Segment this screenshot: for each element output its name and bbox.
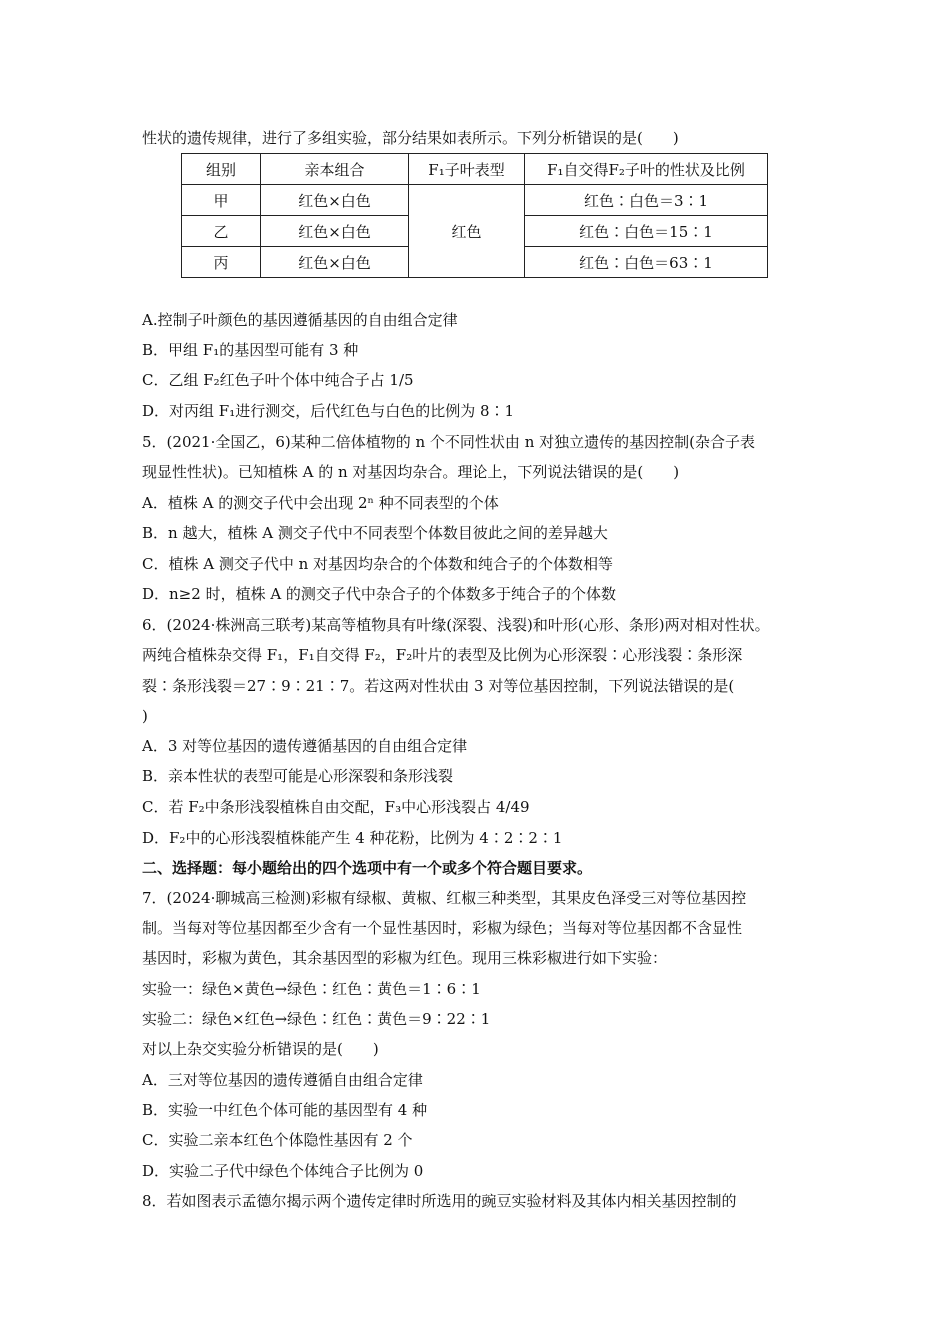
q4-option-b: B．甲组 F₁的基因型可能有 3 种 [142,341,359,359]
q7-option-a: A．三对等位基因的遗传遵循自由组合定律 [142,1071,423,1089]
q7-experiment-1: 实验一：绿色×黄色→绿色∶红色∶黄色＝1∶6∶1 [142,980,481,998]
q6-option-a: A．3 对等位基因的遗传遵循基因的自由组合定律 [142,737,468,755]
table-cell-group: 丙 [182,247,261,278]
table-row [182,185,768,216]
table-header-cell: 组别 [182,154,261,185]
q7-option-c: C．实验二亲本红色个体隐性基因有 2 个 [142,1131,413,1149]
q7-stem-line3: 基因时，彩椒为黄色，其余基因型的彩椒为红色。现用三株彩椒进行如下实验： [142,949,668,967]
q5-option-d: D．n≥2 时，植株 A 的测交子代中杂合子的个体数多于纯合子的个体数 [142,585,616,603]
table-cell-group: 甲 [182,185,261,216]
q6-option-b: B．亲本性状的表型可能是心形深裂和条形浅裂 [142,767,454,785]
q4-option-d: D．对丙组 F₁进行测交，后代红色与白色的比例为 8∶1 [142,402,515,420]
q5-stem-line1: 5．(2021·全国乙，6)某种二倍体植物的 n 个不同性状由 n 对独立遗传的基因控制(杂合子表 [142,433,755,451]
table-header-row [182,154,768,185]
q7-option-d: D．实验二子代中绿色个体纯合子比例为 0 [142,1162,424,1180]
q7-question: 对以上杂交实验分析错误的是( ) [142,1040,379,1058]
q5-option-b: B．n 越大，植株 A 测交子代中不同表型个体数目彼此之间的差异越大 [142,524,608,542]
q7-option-b: B．实验一中红色个体可能的基因型有 4 种 [142,1101,428,1119]
q6-option-d: D．F₂中的心形浅裂植株能产生 4 种花粉，比例为 4∶2∶2∶1 [142,829,563,847]
table-cell-ratio: 红色∶白色＝15∶1 [525,216,768,247]
table-header-cell: F₁自交得F₂子叶的性状及比例 [525,154,768,185]
q5-option-a: A．植株 A 的测交子代中会出现 2ⁿ 种不同表型的个体 [142,494,499,512]
question-intro: 性状的遗传规律，进行了多组实验，部分结果如表所示。下列分析错误的是( ) [142,129,679,147]
results-table [181,153,768,278]
table-cell-ratio: 红色∶白色＝3∶1 [525,185,768,216]
q6-stem-line2: 两纯合植株杂交得 F₁，F₁自交得 F₂，F₂叶片的表型及比例为心形深裂∶心形浅裂∶条形深 [142,646,743,664]
q5-stem-line2: 现显性性状)。已知植株 A 的 n 对基因均杂合。理论上，下列说法错误的是( ) [142,463,680,481]
section-heading: 二、选择题：每小题给出的四个选项中有一个或多个符合题目要求。 [142,859,593,877]
table-cell-parents: 红色×白色 [261,216,409,247]
table-cell-group: 乙 [182,216,261,247]
q8-stem-line1: 8．若如图表示孟德尔揭示两个遗传定律时所选用的豌豆实验材料及其体内相关基因控制的 [142,1192,737,1210]
q7-stem-line2: 制。当每对等位基因都至少含有一个显性基因时，彩椒为绿色；当每对等位基因都不含显性 [142,919,743,937]
table-cell-ratio: 红色∶白色＝63∶1 [525,247,768,278]
q6-option-c: C．若 F₂中条形浅裂植株自由交配，F₃中心形浅裂占 4/49 [142,798,530,816]
q5-option-c: C．植株 A 测交子代中 n 对基因均杂合的个体数和纯合子的个体数相等 [142,555,614,573]
q7-experiment-2: 实验二：绿色×红色→绿色∶红色∶黄色＝9∶22∶1 [142,1010,491,1028]
q6-stem-line4: ) [142,707,148,725]
table-cell-parents: 红色×白色 [261,185,409,216]
q7-stem-line1: 7．(2024·聊城高三检测)彩椒有绿椒、黄椒、红椒三种类型，其果皮色泽受三对等位基因控 [142,889,747,907]
table-header-cell: 亲本组合 [261,154,409,185]
q6-stem-line1: 6．(2024·株洲高三联考)某高等植物具有叶缘(深裂、浅裂)和叶形(心形、条形)两对相对性状。 [142,616,770,634]
q4-option-c: C．乙组 F₂红色子叶个体中纯合子占 1/5 [142,371,414,389]
q6-stem-line3: 裂∶条形浅裂＝27∶9∶21∶7。若这两对性状由 3 对等位基因控制，下列说法错误的是( [142,677,735,695]
table-header-cell: F₁子叶表型 [409,154,525,185]
q4-option-a: A.控制子叶颜色的基因遵循基因的自由组合定律 [142,311,458,329]
table-cell-f1-phenotype: 红色 [409,185,525,278]
table-cell-parents: 红色×白色 [261,247,409,278]
